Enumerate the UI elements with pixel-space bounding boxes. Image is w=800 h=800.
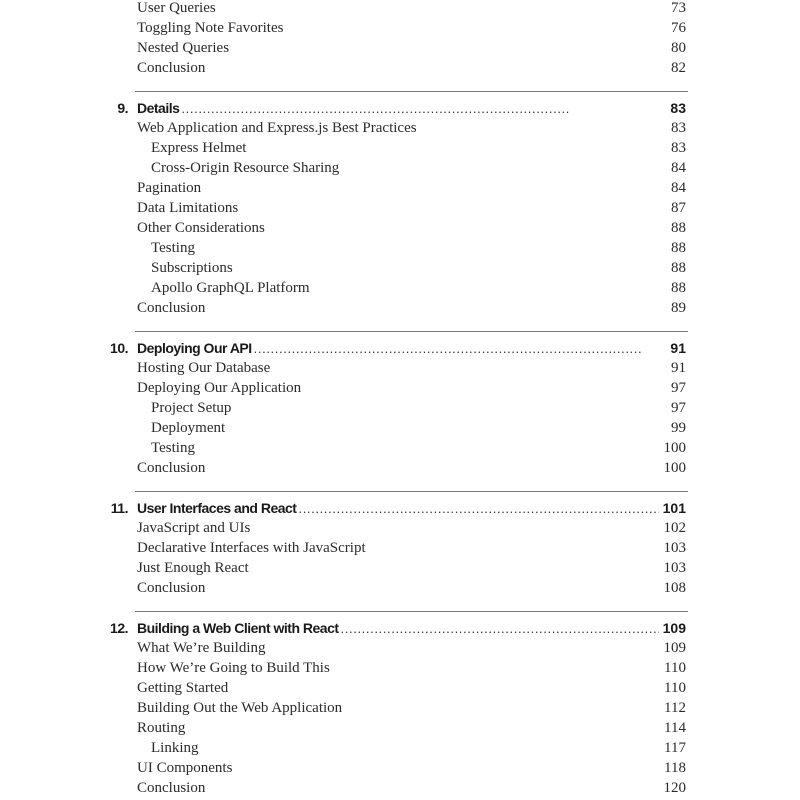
- toc-page-number: 89: [671, 300, 686, 316]
- chapter-page-number: 91: [670, 340, 686, 356]
- toc-section-title: Conclusion: [137, 300, 206, 316]
- chapter-page-number: 101: [662, 500, 686, 516]
- toc-entry[interactable]: [0, 658, 800, 678]
- chapter-heading[interactable]: [0, 338, 800, 358]
- toc-section-title: Building Out the Web Application: [137, 700, 343, 716]
- toc-entry[interactable]: [0, 198, 800, 218]
- toc-subsection-title: Express Helmet: [151, 140, 247, 156]
- toc-entry[interactable]: [0, 158, 800, 178]
- chapter-divider: [135, 91, 688, 92]
- toc-page-number: 83: [671, 140, 686, 156]
- toc-page-number: 114: [664, 720, 686, 736]
- chapter-page-number: 83: [670, 100, 686, 116]
- toc-page-number: 82: [671, 60, 686, 76]
- chapter-divider: [135, 491, 688, 492]
- toc-subsection-title: Apollo GraphQL Platform: [151, 280, 310, 296]
- toc-subsection-title: Deployment: [151, 420, 226, 436]
- toc-entry[interactable]: [0, 398, 800, 418]
- chapter-number: 12.: [110, 620, 128, 636]
- toc-page-number: 73: [671, 0, 686, 16]
- toc-entry[interactable]: [0, 578, 800, 598]
- toc-entry[interactable]: [0, 698, 800, 718]
- toc-entry[interactable]: [0, 58, 800, 78]
- chapter-title: Details: [137, 100, 180, 116]
- toc-page-number: 110: [664, 660, 686, 676]
- toc-section-title: Conclusion: [137, 60, 206, 76]
- toc-section-title: What We’re Building: [137, 640, 266, 656]
- toc-entry[interactable]: [0, 558, 800, 578]
- toc-subsection-title: Testing: [151, 240, 195, 256]
- toc-page-number: 100: [663, 460, 686, 476]
- toc-page-number: 91: [671, 360, 686, 376]
- toc-subsection-title: Subscriptions: [151, 260, 233, 276]
- toc-entry[interactable]: [0, 538, 800, 558]
- chapter-title: Building a Web Client with React: [137, 620, 339, 636]
- toc-entry[interactable]: [0, 278, 800, 298]
- toc-entry[interactable]: [0, 258, 800, 278]
- toc-page-number: 84: [671, 180, 686, 196]
- toc-page-number: 87: [671, 200, 686, 216]
- toc-page-number: 120: [663, 780, 686, 796]
- toc-entry[interactable]: [0, 378, 800, 398]
- toc-section-title: Web Application and Express.js Best Practices: [137, 120, 417, 136]
- toc-entry[interactable]: [0, 298, 800, 318]
- chapter-number: 10.: [110, 340, 128, 356]
- toc-section-title: Routing: [137, 720, 186, 736]
- toc-page-number: 118: [664, 760, 686, 776]
- toc-section-title: Getting Started: [137, 680, 229, 696]
- toc-entry[interactable]: [0, 718, 800, 738]
- toc-page-number: 102: [663, 520, 686, 536]
- toc-entry[interactable]: [0, 418, 800, 438]
- toc-section-title: Conclusion: [137, 780, 206, 796]
- toc-entry[interactable]: [0, 238, 800, 258]
- toc-section-title: Other Considerations: [137, 220, 265, 236]
- toc-entry[interactable]: [0, 638, 800, 658]
- toc-page-number: 117: [664, 740, 686, 756]
- toc-subsection-title: Linking: [151, 740, 199, 756]
- chapter-heading[interactable]: [0, 98, 800, 118]
- toc-page-number: 88: [671, 260, 686, 276]
- toc-entry[interactable]: [0, 678, 800, 698]
- dot-leader: [254, 339, 667, 359]
- toc-entry[interactable]: [0, 438, 800, 458]
- toc-section-title: Declarative Interfaces with JavaScript: [137, 540, 366, 556]
- toc-section-title: UI Components: [137, 760, 233, 776]
- chapter-heading[interactable]: [0, 618, 800, 638]
- toc-section-title: Hosting Our Database: [137, 360, 271, 376]
- toc-entry[interactable]: [0, 738, 800, 758]
- toc-section-title: How We’re Going to Build This: [137, 660, 330, 676]
- toc-entry[interactable]: [0, 38, 800, 58]
- toc-entry[interactable]: [0, 358, 800, 378]
- toc-entry[interactable]: [0, 178, 800, 198]
- toc-subsection-title: Project Setup: [151, 400, 232, 416]
- toc-page-number: 80: [671, 40, 686, 56]
- chapter-number: 9.: [117, 100, 128, 116]
- toc-entry[interactable]: [0, 458, 800, 478]
- chapter-divider: [135, 611, 688, 612]
- toc-page-number: 88: [671, 220, 686, 236]
- toc-page-number: 97: [671, 380, 686, 396]
- toc-entry[interactable]: [0, 518, 800, 538]
- toc-section-title: Data Limitations: [137, 200, 239, 216]
- toc-page-number: 103: [663, 560, 686, 576]
- dot-leader: [298, 499, 658, 519]
- toc-page-number: 110: [664, 680, 686, 696]
- toc-page-number: 100: [663, 440, 686, 456]
- toc-section-title: Nested Queries: [137, 40, 230, 56]
- toc-entry[interactable]: [0, 18, 800, 38]
- toc-entry[interactable]: [0, 0, 800, 18]
- chapter-title: Deploying Our API: [137, 340, 252, 356]
- toc-page-number: 99: [671, 420, 686, 436]
- toc-page-number: 76: [671, 20, 686, 36]
- toc-page-number: 108: [663, 580, 686, 596]
- toc-entry[interactable]: [0, 138, 800, 158]
- toc-page-number: 88: [671, 240, 686, 256]
- toc-page-number: 103: [663, 540, 686, 556]
- toc-page-number: 83: [671, 120, 686, 136]
- chapter-page-number: 109: [662, 620, 686, 636]
- toc-subsection-title: Testing: [151, 440, 195, 456]
- chapter-heading[interactable]: [0, 498, 800, 518]
- dot-leader: [181, 99, 666, 119]
- toc-section-title: Conclusion: [137, 580, 206, 596]
- toc-subsection-title: Cross-Origin Resource Sharing: [151, 160, 340, 176]
- toc-section-title: JavaScript and UIs: [137, 520, 251, 536]
- toc-entry[interactable]: [0, 218, 800, 238]
- chapter-divider: [135, 331, 688, 332]
- toc-section-title: Toggling Note Favorites: [137, 20, 284, 36]
- toc-section-title: Deploying Our Application: [137, 380, 302, 396]
- toc-page-number: 112: [664, 700, 686, 716]
- dot-leader: [341, 619, 659, 639]
- toc-page-number: 109: [663, 640, 686, 656]
- toc-page-number: 88: [671, 280, 686, 296]
- toc-page-number: 84: [671, 160, 686, 176]
- toc-section-title: User Queries: [137, 0, 216, 16]
- chapter-number: 11.: [110, 500, 128, 516]
- toc-entry[interactable]: [0, 778, 800, 798]
- toc-section-title: Conclusion: [137, 460, 206, 476]
- toc-section-title: Pagination: [137, 180, 202, 196]
- toc-entry[interactable]: [0, 118, 800, 138]
- toc-page-number: 97: [671, 400, 686, 416]
- toc-entry[interactable]: [0, 758, 800, 778]
- chapter-title: User Interfaces and React: [137, 500, 297, 516]
- toc-section-title: Just Enough React: [137, 560, 249, 576]
